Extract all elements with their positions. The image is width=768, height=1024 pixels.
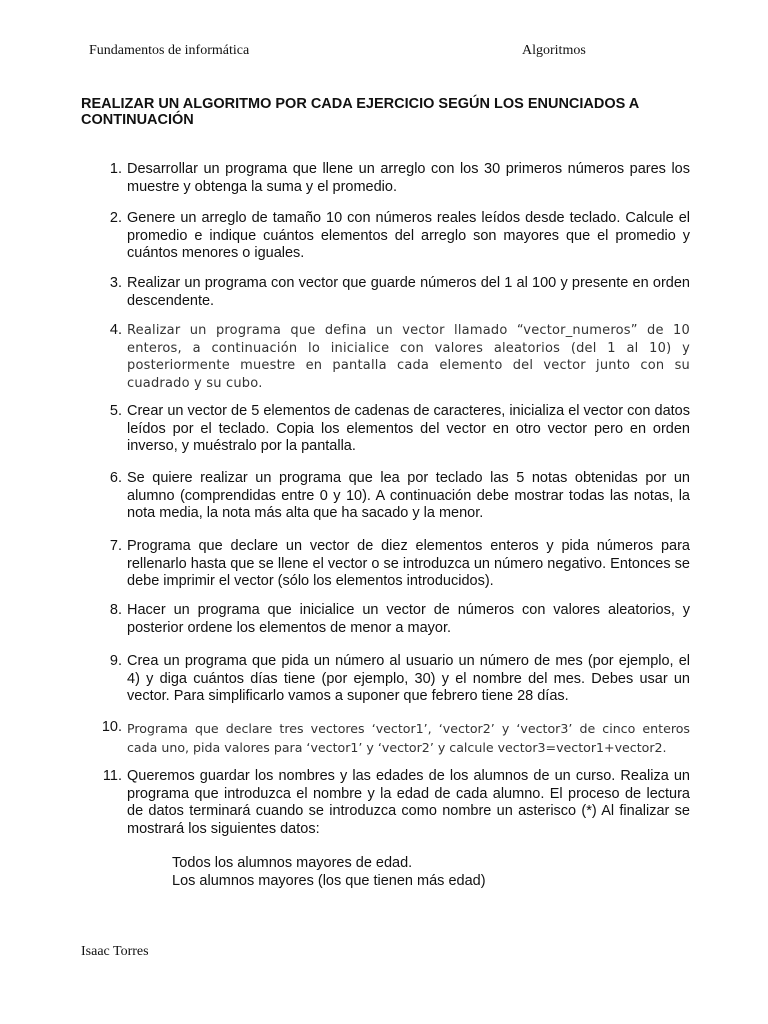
exercise-number: 11. (102, 768, 122, 784)
exercise-item (80, 470, 690, 523)
exercise-number: 4. (109, 322, 122, 338)
exercise-number: 7. (109, 538, 122, 554)
header-course-title: Fundamentos de informática (89, 43, 250, 58)
exercise-number: 2. (109, 210, 122, 226)
exercise-text: Programa que declare un vector de diez elementos enteros y pida números para rellenarlo hasta que se llene el vector o se introduzca un número negativo. Entonces se debe imprimir el vector (sólo los elementos introducidos). (127, 538, 690, 589)
exercise-text: Programa que declare tres vectores ‘vector1’, ‘vector2’ y ‘vector3’ de cinco enteros cada uno, pida valores para ‘vector1’ y ‘vector2’ y calcule vector3=vector1+vector2. (127, 721, 690, 755)
exercise-number: 5. (109, 403, 122, 419)
exercise-item (80, 768, 690, 838)
exercise-number: 6. (109, 470, 122, 486)
document-title: REALIZAR UN ALGORITMO POR CADA EJERCICIO SEGÚN LOS ENUNCIADOS A CONTINUACIÓN (81, 96, 639, 128)
exercise-text: Realizar un programa que defina un vector llamado “vector_numeros” de 10 enteros, a continuación lo inicialice con valores aleatorios (del 1 al 10) y posteriormente muestre en pantalla cada elemento del vector junto con su cuadrado y su cubo. (127, 323, 690, 391)
exercise-11-sublist (172, 855, 486, 890)
exercise-text: Hacer un programa que inicialice un vector de números con valores aleatorios, y posterior ordene los elementos de menor a mayor. (127, 602, 690, 636)
exercise-text: Queremos guardar los nombres y las edades de los alumnos de un curso. Realiza un programa que introduzca el nombre y la edad de cada alumno. El proceso de lectura de datos terminará cuando se introduzca como nombre un asterisco (*) Al finalizar se mostrará los siguientes datos: (127, 768, 690, 837)
exercise-item (80, 210, 690, 263)
exercise-item (80, 538, 690, 591)
sub-item: Todos los alumnos mayores de edad. (172, 855, 413, 871)
exercise-text: Genere un arreglo de tamaño 10 con números reales leídos desde teclado. Calcule el promedio e indique cuántos elementos del arreglo son mayores que el promedio y cuántos menores o iguales. (127, 210, 690, 261)
footer-author: Isaac Torres (81, 944, 149, 959)
exercise-item (80, 161, 690, 196)
header-section-title: Algoritmos (522, 43, 586, 58)
exercise-text: Realizar un programa con vector que guarde números del 1 al 100 y presente en orden descendente. (127, 275, 690, 309)
exercise-number: 9. (109, 653, 122, 669)
exercise-item (80, 602, 690, 637)
sub-item: Los alumnos mayores (los que tienen más edad) (172, 872, 486, 889)
exercise-text: Desarrollar un programa que llene un arreglo con los 30 primeros números pares los muestre y obtenga la suma y el promedio. (127, 161, 690, 195)
exercise-item (80, 653, 690, 706)
exercise-text: Se quiere realizar un programa que lea por teclado las 5 notas obtenidas por un alumno (comprendidas entre 0 y 10). A continuación debe mostrar todas las notas, la nota media, la nota más alta que ha sacado y la menor. (127, 470, 690, 521)
exercise-item (80, 403, 690, 456)
exercise-item (80, 322, 690, 392)
exercise-number: 3. (109, 275, 122, 291)
exercise-number: 1. (109, 161, 122, 177)
exercise-number: 10. (101, 719, 122, 735)
exercise-item (80, 275, 690, 310)
exercise-text: Crear un vector de 5 elementos de cadenas de caracteres, inicializa el vector con datos leídos por el teclado. Copia los elementos del vector en otro vector pero en orden inverso, y muéstralo por la pantalla. (127, 403, 690, 454)
exercise-text: Crea un programa que pida un número al usuario un número de mes (por ejemplo, el 4) y diga cuántos días tiene (por ejemplo, 30) y el nombre del mes. Debes usar un vector. Para simplificarlo vamos a suponer que febrero tiene 28 días. (127, 653, 690, 704)
exercise-item (80, 719, 690, 757)
exercise-number: 8. (109, 602, 122, 618)
